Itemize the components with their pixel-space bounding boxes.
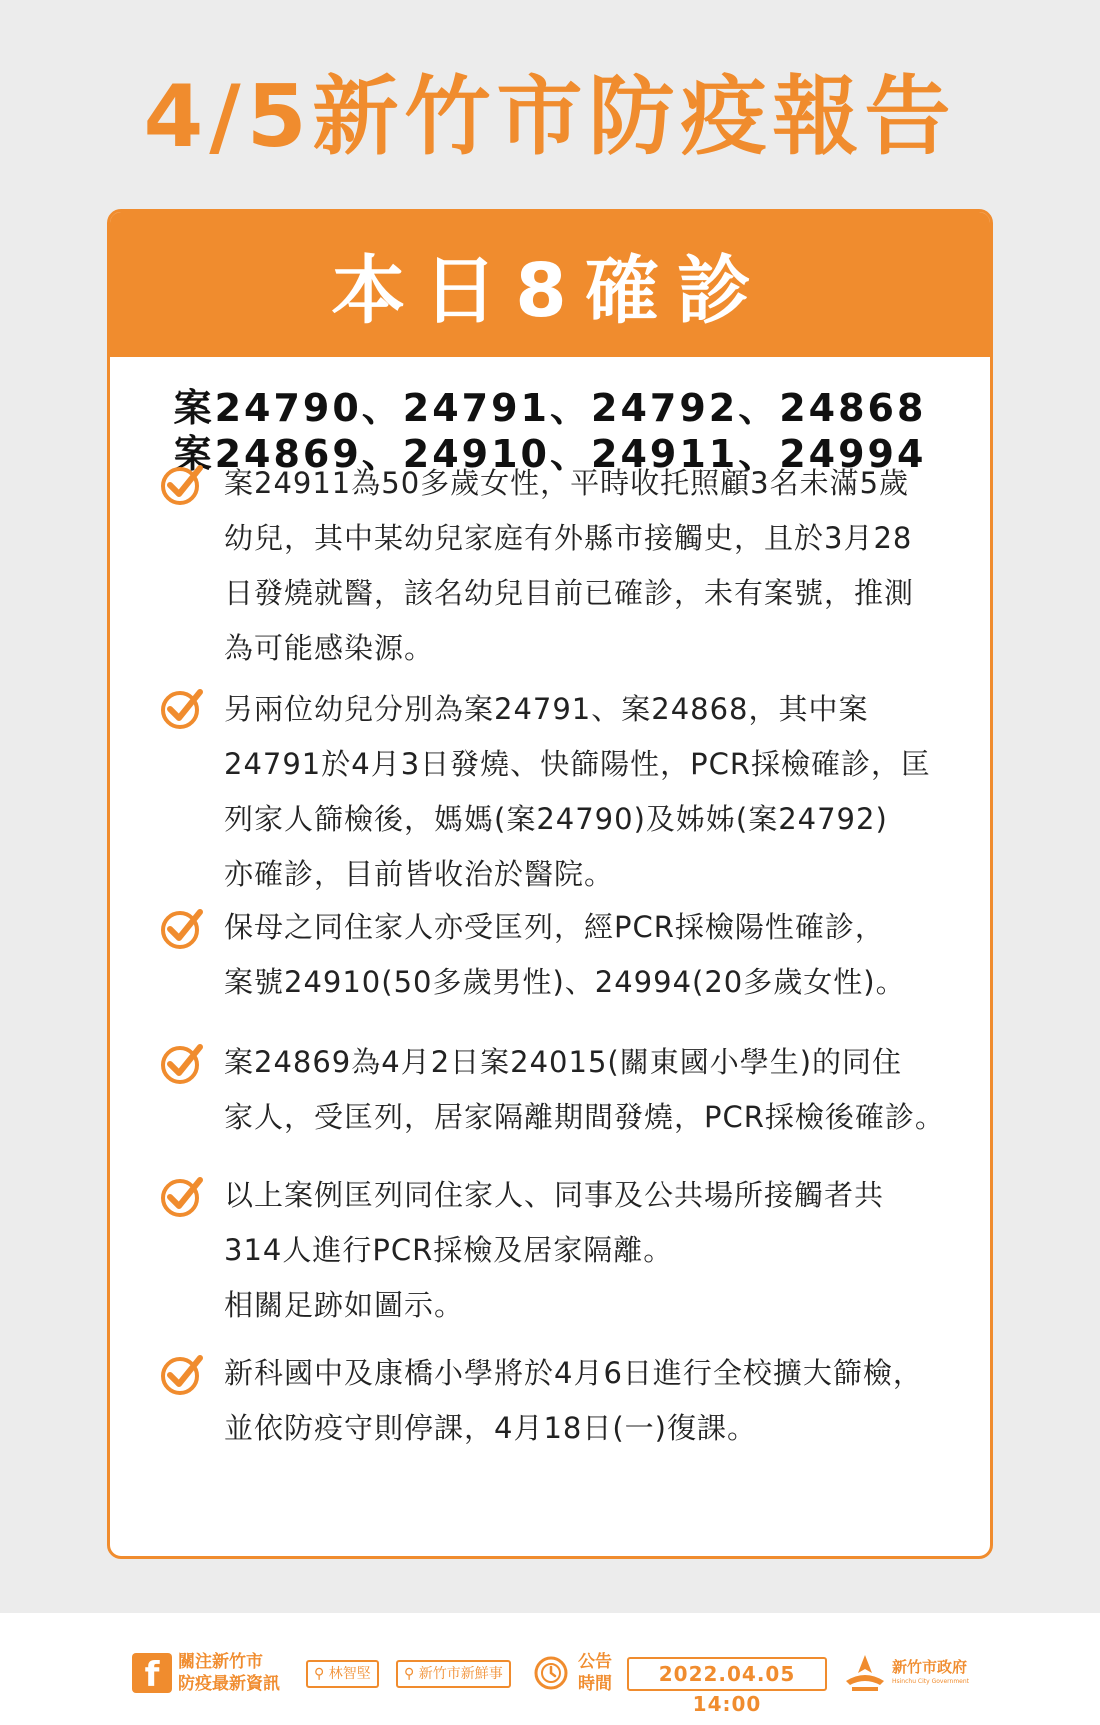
search-icon: ⚲ — [314, 1666, 329, 1682]
page-title: 4/5新竹市防疫報告 — [143, 67, 957, 167]
follow-text — [178, 1651, 308, 1695]
search-tag-label: 新竹市新鮮事 — [418, 1666, 503, 1682]
check-icon — [158, 1350, 206, 1398]
search-tag-label: 林智堅 — [328, 1666, 371, 1682]
item-text: 保母之同住家人亦受匡列，經PCR採檢陽性確診， 案號24910(50多歲男性)、24994(20多歲女性)。 — [224, 910, 906, 999]
city-government-logo-icon — [842, 1651, 888, 1695]
check-icon — [158, 460, 206, 508]
report-card — [107, 209, 993, 1559]
item-text: 另兩位幼兒分別為案24791、案24868，其中案 24791於4月3日發燒、快篩陽性，PCR採檢確診，匡 列家人篩檢後，媽媽(案24790)及姊姊(案24792) 亦確診，目前皆收治於醫院。 — [224, 692, 932, 891]
item-text: 新科國中及康橋小學將於4月6日進行全校擴大篩檢， 並依防疫守則停課，4月18日(一)復課。 — [224, 1356, 923, 1445]
announce-time-label — [578, 1651, 612, 1695]
case-line: 案24869、24910、24911、24994 — [173, 432, 927, 476]
item-text: 案24869為4月2日案24015(關東國小學生)的同住 家人，受匡列，居家隔離期間發燒，PCR採檢後確診。 — [224, 1045, 945, 1134]
follow-line: 防疫最新資訊 — [178, 1674, 280, 1694]
facebook-icon[interactable]: f — [132, 1653, 172, 1693]
city-government-name: 新竹市政府 — [892, 1658, 968, 1676]
search-tag-mayor[interactable] — [306, 1660, 379, 1688]
city-government-english: Hsinchu City Government — [892, 1678, 970, 1685]
time-label-line: 公告 — [578, 1652, 612, 1672]
case-line: 案24790、24791、24792、24868 — [173, 386, 927, 430]
time-label-line: 時間 — [578, 1674, 612, 1694]
announce-datetime: 2022.04.05 14:00 — [627, 1657, 827, 1691]
footer-bar — [0, 1613, 1100, 1725]
clock-icon — [533, 1655, 569, 1691]
search-tag-news[interactable] — [396, 1660, 511, 1688]
follow-line: 關注新竹市 — [178, 1652, 263, 1672]
item-text: 以上案例匡列同住家人、同事及公共場所接觸者共 314人進行PCR採檢及居家隔離。 相關足跡如圖示。 — [224, 1178, 885, 1322]
item-text: 案24911為50多歲女性，平時收托照顧3名未滿5歲 幼兒，其中某幼兒家庭有外縣市接觸史，且於3月28 日發燒就醫，該名幼兒目前已確診，未有案號，推測 為可能感染源。 — [224, 466, 915, 665]
check-icon — [158, 1039, 206, 1087]
card-header: 本日8確診 — [110, 212, 990, 357]
check-icon — [158, 1172, 206, 1220]
check-icon — [158, 684, 206, 732]
search-icon: ⚲ — [404, 1666, 419, 1682]
check-icon — [158, 904, 206, 952]
